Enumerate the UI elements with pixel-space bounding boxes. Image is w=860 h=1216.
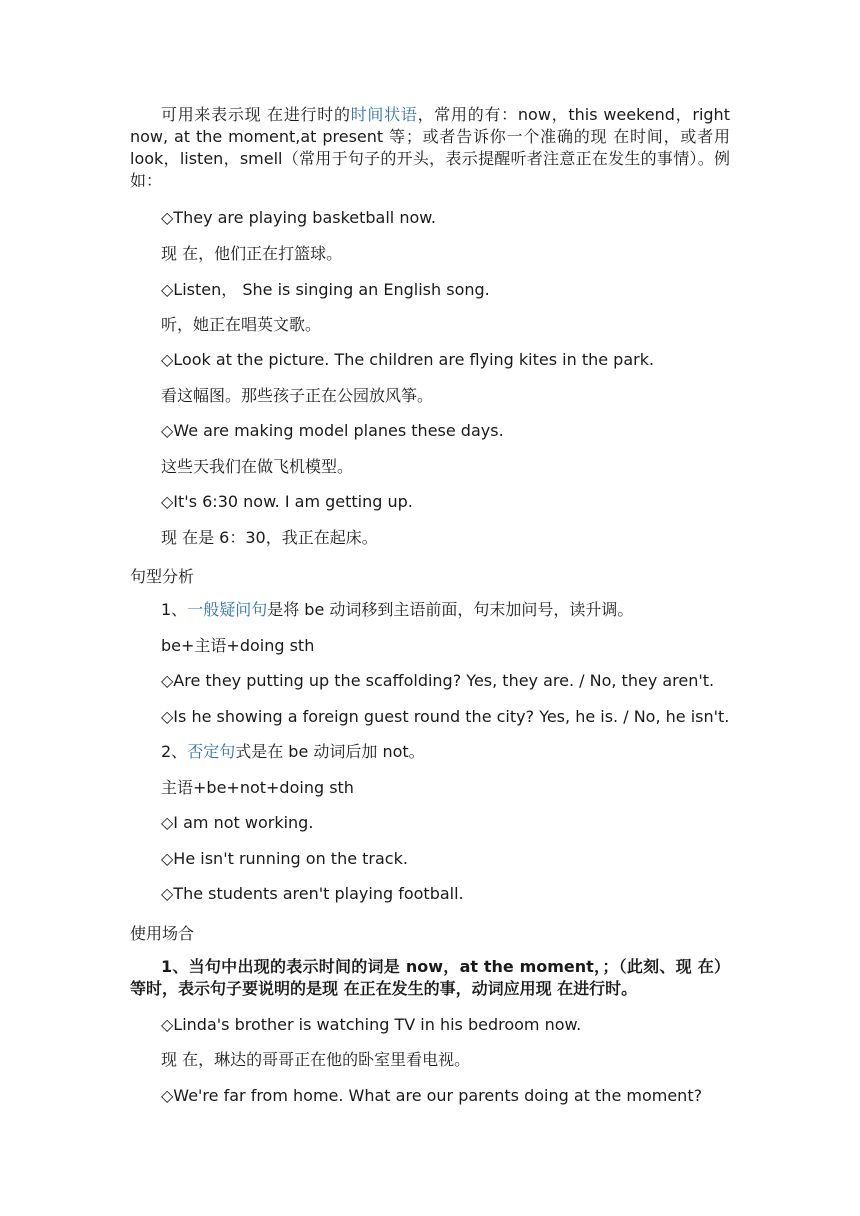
question-rule-text: 是将 be 动词移到主语前面，句末加问号，读升调。	[267, 600, 634, 619]
usage-heading: 使用场合	[130, 924, 195, 943]
usage-example-1-en: ◇Linda's brother is watching TV in his bedroom now.	[161, 1015, 582, 1034]
intro-text-a: 可用来表示现 在进行时的	[161, 105, 351, 124]
usage-example-2-en: ◇We're far from home. What are our parents doing at the moment?	[161, 1086, 703, 1105]
example-3-en: ◇Look at the picture. The children are flying kites in the park.	[161, 350, 655, 369]
example-4-en: ◇We are making model planes these days.	[161, 421, 504, 440]
time-adverbial-link[interactable]: 时间状语	[350, 105, 418, 124]
question-example-1: ◇Are they putting up the scaffolding? Yes, they are. / No, they aren't.	[161, 671, 715, 690]
negative-example-1: ◇I am not working.	[161, 813, 314, 832]
example-1-en: ◇They are playing basketball now.	[161, 208, 436, 227]
question-formula: be+主语+doing sth	[161, 636, 315, 655]
example-1-zh: 现 在，他们正在打篮球。	[161, 244, 343, 263]
example-5-zh: 现 在是 6：30，我正在起床。	[161, 528, 378, 547]
question-rule	[161, 599, 761, 621]
sentence-analysis-heading: 句型分析	[130, 567, 195, 586]
example-3-zh: 看这幅图。那些孩子正在公园放风筝。	[161, 386, 434, 405]
negative-example-2: ◇He isn't running on the track.	[161, 849, 408, 868]
question-rule-prefix: 1、	[161, 600, 188, 619]
negative-rule-prefix: 2、	[161, 742, 188, 761]
negative-formula: 主语+be+not+doing sth	[161, 778, 354, 797]
negative-rule	[161, 741, 761, 763]
negative-example-3: ◇The students aren't playing football.	[161, 884, 464, 903]
usage-point-1: 1、当句中出现的表示时间的词是 now，at the moment，；（此刻、现 在）等时，表示句子要说明的是现 在正在发生的事，动词应用现 在进行时。	[130, 957, 730, 998]
negative-sentence-link[interactable]: 否定句	[187, 742, 236, 761]
usage-example-1-zh: 现 在，琳达的哥哥正在他的卧室里看电视。	[161, 1050, 471, 1069]
intro-text-b: ，常用的有：now，this weekend，right now, at the moment,at present 等；或者告诉你一个准确的现 在时间，或者用 look，listen，smell（常用于句子的开头，表示提醒听者注意正在发生的事情）。例如：	[130, 105, 730, 190]
example-2-zh: 听，她正在唱英文歌。	[161, 315, 322, 334]
intro-paragraph	[130, 104, 730, 192]
example-5-en: ◇It's 6:30 now. I am getting up.	[161, 492, 413, 511]
example-2-en: ◇Listen， She is singing an English song.	[161, 280, 490, 299]
example-4-zh: 这些天我们在做飞机模型。	[161, 457, 354, 476]
general-question-link[interactable]: 一般疑问句	[187, 600, 268, 619]
question-example-2: ◇Is he showing a foreign guest round the city? Yes, he is. / No, he isn't.	[161, 707, 730, 726]
negative-rule-text: 式是在 be 动词后加 not。	[235, 742, 425, 761]
